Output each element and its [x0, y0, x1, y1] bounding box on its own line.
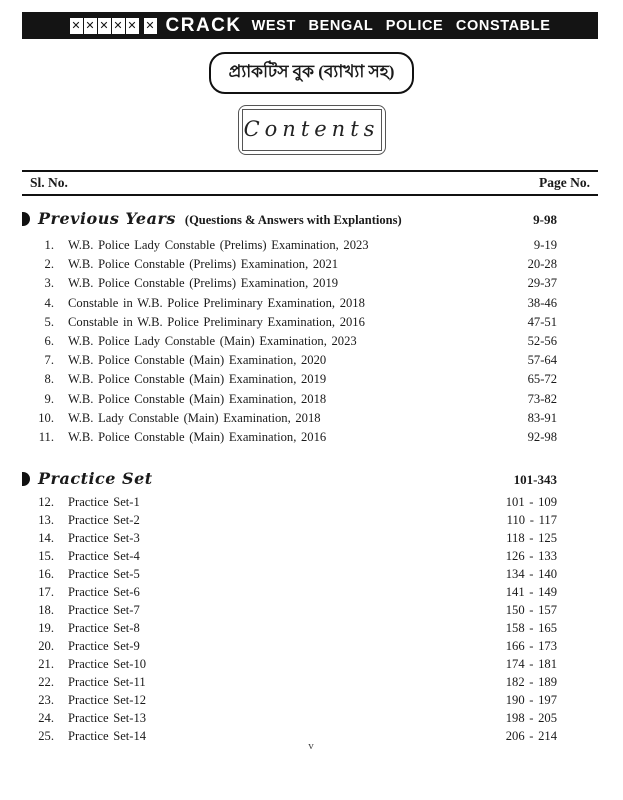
item-title: Practice Set-3 [68, 530, 140, 545]
section-header-previous-years [22, 209, 557, 228]
page-number: v [308, 740, 315, 752]
item-pages: 118 - 125 [506, 530, 557, 545]
item-number: 4. [44, 295, 54, 310]
toc-row [22, 294, 557, 313]
item-pages: 29-37 [527, 276, 557, 291]
item-number: 16. [38, 566, 54, 581]
item-title: Practice Set-4 [68, 548, 140, 563]
toc-row [22, 529, 557, 547]
crossed-box-icon: ✕ [85, 18, 95, 32]
toc-row [22, 547, 557, 565]
item-number: 14. [38, 530, 54, 545]
bengali-subtitle-pill: প্র্যাকটিস বুক (ব্যাখ্যা সহ) [209, 52, 415, 94]
item-title: W.B. Police Lady Constable (Main) Examination, 2023 [68, 334, 357, 349]
section-page-range: 9-98 [533, 212, 557, 227]
item-pages: 65-72 [527, 372, 557, 387]
item-pages: 190 - 197 [505, 692, 557, 707]
item-number: 19. [38, 620, 54, 635]
table-header-row [22, 170, 598, 196]
item-title: Constable in W.B. Police Preliminary Examination, 2016 [68, 314, 365, 329]
toc-row [22, 601, 557, 619]
item-pages: 52-56 [527, 334, 557, 349]
right-half-disc-icon [22, 212, 30, 226]
item-title: Practice Set-7 [68, 602, 140, 617]
toc-row [22, 409, 557, 428]
item-title: W.B. Police Constable (Main) Examination, 2019 [68, 372, 327, 387]
item-pages: 198 - 205 [505, 710, 557, 725]
banner-title-crack: CRACK [165, 14, 242, 36]
toc-body [22, 209, 557, 745]
item-pages: 9-19 [533, 238, 557, 253]
item-title: Practice Set-2 [68, 512, 140, 527]
item-number: 11. [38, 429, 54, 444]
item-number: 5. [44, 314, 54, 329]
item-number: 21. [38, 656, 54, 671]
toc-row [22, 255, 557, 274]
item-number: 23. [38, 692, 54, 707]
toc-row [22, 370, 557, 389]
crossed-box-icon: ✕ [127, 18, 137, 32]
item-title: Practice Set-11 [68, 674, 146, 689]
item-pages: 126 - 133 [505, 548, 557, 563]
item-pages: 101 - 109 [505, 494, 557, 509]
item-title: Practice Set-8 [68, 620, 140, 635]
toc-row [22, 274, 557, 293]
toc-row [22, 313, 557, 332]
item-number: 3. [44, 276, 54, 291]
item-pages: 166 - 173 [505, 638, 557, 653]
contents-title: Contents [243, 117, 380, 141]
toc-row [22, 655, 557, 673]
item-pages: 73-82 [527, 391, 557, 406]
toc-row [22, 332, 557, 351]
item-pages: 158 - 165 [505, 620, 557, 635]
item-title: W.B. Police Constable (Prelims) Examination, 2021 [68, 257, 339, 272]
toc-row [22, 236, 557, 255]
book-title-banner [22, 12, 598, 39]
logo-glyph-boxes-icon [70, 18, 157, 34]
item-title: Practice Set-1 [68, 494, 140, 509]
item-number: 22. [38, 674, 54, 689]
toc-row [22, 673, 557, 691]
item-number: 2. [44, 257, 54, 272]
toc-row [22, 493, 557, 511]
col-header-page-no: Page No. [539, 175, 590, 190]
item-title: W.B. Police Lady Constable (Prelims) Examination, 2023 [68, 238, 369, 253]
toc-row [22, 511, 557, 529]
item-title: W.B. Police Constable (Main) Examination, 2018 [68, 391, 327, 406]
toc-row [22, 637, 557, 655]
item-title: W.B. Police Constable (Main) Examination, 2020 [68, 353, 327, 368]
contents-box [238, 105, 386, 155]
item-number: 17. [38, 584, 54, 599]
item-pages: 47-51 [527, 314, 557, 329]
item-number: 13. [38, 512, 54, 527]
item-number: 18. [38, 602, 54, 617]
item-title: Practice Set-10 [68, 656, 147, 671]
item-title: Practice Set-12 [68, 692, 147, 707]
item-pages: 174 - 181 [505, 656, 557, 671]
item-number: 8. [44, 372, 54, 387]
item-number: 25. [38, 728, 54, 743]
item-pages: 134 - 140 [505, 566, 557, 581]
toc-row [22, 691, 557, 709]
toc-row [22, 583, 557, 601]
crossed-box-icon: ✕ [71, 18, 81, 32]
col-header-sl-no: Sl. No. [30, 175, 68, 190]
item-title: W.B. Lady Constable (Main) Examination, 2018 [68, 410, 321, 425]
section-title: Previous Years [38, 209, 176, 228]
item-number: 20. [38, 638, 54, 653]
section-items-practice-set [22, 493, 557, 745]
section-items-previous-years [22, 236, 557, 447]
item-number: 7. [44, 353, 54, 368]
item-pages: 92-98 [527, 429, 557, 444]
section-page-range: 101-343 [513, 472, 557, 488]
crossed-box-icon: ✕ [113, 18, 123, 32]
item-pages: 83-91 [527, 410, 557, 425]
toc-row [22, 619, 557, 637]
item-number: 24. [38, 710, 54, 725]
right-half-disc-icon [22, 472, 30, 486]
item-title: Practice Set-9 [68, 638, 140, 653]
banner-title-rest: WEST BENGAL POLICE CONSTABLE [251, 17, 551, 34]
contents-box-inner [242, 109, 382, 151]
item-number: 9. [44, 391, 54, 406]
item-number: 6. [44, 334, 54, 349]
item-number: 1. [44, 238, 54, 253]
toc-row [22, 565, 557, 583]
item-pages: 141 - 149 [505, 584, 557, 599]
section-title: Practice Set [38, 469, 153, 489]
item-title: Practice Set-13 [68, 710, 147, 725]
item-pages: 110 - 117 [506, 512, 557, 527]
item-pages: 38-46 [527, 295, 557, 310]
item-pages: 182 - 189 [505, 674, 557, 689]
item-title: Practice Set-6 [68, 584, 140, 599]
crossed-box-icon: ✕ [145, 18, 155, 32]
toc-row [22, 390, 557, 409]
item-title: Practice Set-14 [68, 728, 147, 743]
item-pages: 206 - 214 [505, 728, 557, 743]
item-title: Constable in W.B. Police Preliminary Examination, 2018 [68, 295, 365, 310]
item-pages: 57-64 [527, 353, 557, 368]
section-subtitle: (Questions & Answers with Explantions) [184, 213, 402, 227]
item-number: 12. [38, 494, 54, 509]
toc-row [22, 709, 557, 727]
item-title: Practice Set-5 [68, 566, 140, 581]
item-title: W.B. Police Constable (Prelims) Examination, 2019 [68, 276, 339, 291]
toc-row [22, 351, 557, 370]
section-header-practice-set [22, 469, 557, 488]
item-number: 10. [38, 410, 54, 425]
item-pages: 150 - 157 [505, 602, 557, 617]
toc-row [22, 428, 557, 447]
item-pages: 20-28 [527, 257, 557, 272]
crossed-box-icon: ✕ [99, 18, 109, 32]
item-number: 15. [38, 548, 54, 563]
item-title: W.B. Police Constable (Main) Examination, 2016 [68, 429, 327, 444]
